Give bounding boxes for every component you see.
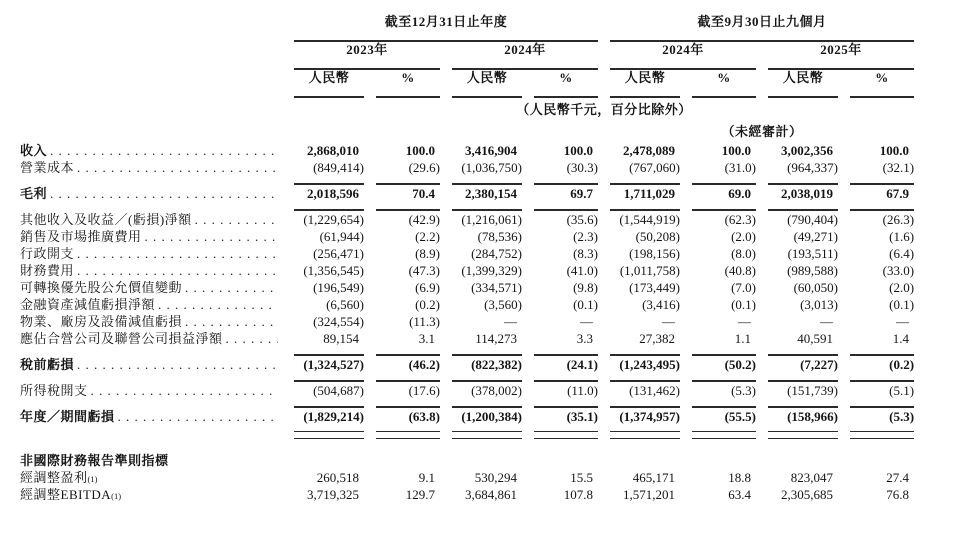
- value-percent: (32.1): [882, 160, 915, 175]
- table-row: [20, 469, 914, 486]
- value-percent: (6.9): [415, 280, 440, 295]
- value-percent: (0.1): [573, 297, 599, 312]
- double-rule: [768, 431, 838, 439]
- value-rmb: 3,719,325: [307, 487, 359, 502]
- row-label-text: 收入: [20, 143, 48, 158]
- double-rule: [534, 431, 598, 439]
- value-rmb: 2,380,154: [465, 186, 517, 201]
- table-row: [20, 382, 914, 399]
- row-label: 經調整EBITDA (1): [20, 487, 122, 502]
- value-rmb: (1,324,527): [303, 357, 364, 372]
- rule-row: [20, 347, 914, 356]
- value-rmb: (1,216,061): [461, 212, 522, 227]
- row-label-text: 所得稅開支: [20, 383, 88, 398]
- rule-row: [20, 373, 914, 382]
- value-rmb: (131,462): [629, 383, 681, 398]
- value-percent: (8.9): [415, 246, 440, 261]
- table-row: [20, 228, 914, 245]
- value-rmb: 3,416,904: [465, 143, 517, 158]
- value-rmb: (1,036,750): [461, 160, 522, 175]
- table-row: [20, 279, 914, 296]
- value-percent: (7.0): [731, 280, 757, 295]
- value-percent: (0.2): [415, 297, 440, 312]
- row-label: [20, 356, 282, 373]
- value-rmb: [598, 439, 680, 469]
- value-percent: —: [580, 314, 594, 329]
- double-rule: [610, 431, 680, 439]
- unaudited-note: （未經審計）: [721, 124, 803, 139]
- value-percent: (55.5): [724, 409, 757, 424]
- value-percent: (9.8): [573, 280, 599, 295]
- dot-leader: [77, 263, 278, 278]
- row-label: [20, 330, 282, 347]
- value-percent: (2.2): [415, 229, 440, 244]
- value-rmb: (198,156): [629, 246, 681, 261]
- year-header-2025-9m: 2025年: [820, 42, 862, 57]
- table-row: [20, 330, 914, 347]
- table-row: [20, 262, 914, 279]
- row-label-text: 銷售及市場推廣費用: [20, 229, 142, 244]
- value-percent: (0.1): [731, 297, 757, 312]
- value-rmb: —: [820, 314, 834, 329]
- row-label-text: 經調整EBITDA: [20, 487, 112, 502]
- value-rmb: (767,060): [629, 160, 681, 175]
- financial-summary-table: [20, 14, 914, 503]
- value-rmb: (849,414): [313, 160, 364, 175]
- rmb-header: 人民幣: [308, 70, 350, 85]
- value-percent: (62.3): [724, 212, 757, 227]
- rmb-header: 人民幣: [624, 70, 666, 85]
- value-rmb: (151,739): [787, 383, 839, 398]
- row-label: [20, 142, 282, 159]
- value-percent: 3.1: [418, 331, 435, 346]
- rmb-header: 人民幣: [466, 70, 508, 85]
- row-label: [20, 439, 282, 469]
- table-row: [20, 486, 914, 503]
- value-rmb: 3,684,861: [465, 487, 517, 502]
- value-percent: [522, 439, 598, 469]
- dot-leader: [195, 212, 278, 227]
- value-percent: 100.0: [563, 143, 594, 158]
- table-row: [20, 185, 914, 202]
- value-rmb: 40,591: [797, 331, 834, 346]
- value-percent: (5.3): [731, 383, 757, 398]
- value-percent: [364, 439, 440, 469]
- year-header-row: [20, 42, 914, 62]
- row-label-text: 財務費用: [20, 263, 75, 278]
- value-percent: (2.3): [573, 229, 599, 244]
- rule-row: [20, 202, 914, 211]
- percent-header: %: [875, 70, 889, 85]
- value-percent: (40.8): [724, 263, 757, 278]
- table-row: [20, 245, 914, 262]
- value-rmb: (504,687): [313, 383, 364, 398]
- value-percent: (17.6): [408, 383, 440, 398]
- table-row: [20, 296, 914, 313]
- value-percent: (42.9): [408, 212, 440, 227]
- table-body: [20, 142, 914, 503]
- value-rmb: (378,002): [471, 383, 522, 398]
- row-label: 經調整盈利 (1): [20, 470, 98, 485]
- percent-header: %: [401, 70, 415, 85]
- currency-header-row: [20, 70, 914, 90]
- rmb-header: 人民幣: [782, 70, 824, 85]
- value-percent: 69.0: [728, 186, 752, 201]
- value-rmb: (193,511): [787, 246, 839, 261]
- row-label-text: 年度／期間虧損: [20, 409, 115, 424]
- value-percent: 107.8: [563, 487, 594, 502]
- double-rule: [692, 431, 756, 439]
- unit-note-row: [20, 98, 914, 120]
- value-percent: (63.8): [408, 409, 440, 424]
- row-label-text: 應佔合營公司及聯營公司損益淨額: [20, 331, 223, 346]
- value-rmb: (822,382): [471, 357, 522, 372]
- period-header-row: [20, 14, 914, 34]
- value-percent: (29.6): [408, 160, 440, 175]
- value-percent: (35.1): [566, 409, 599, 424]
- value-rmb: (324,554): [313, 314, 364, 329]
- value-rmb: (1,229,654): [303, 212, 364, 227]
- value-rmb: (49,271): [793, 229, 839, 244]
- row-label: [20, 262, 282, 279]
- table-row: [20, 142, 914, 159]
- value-percent: 70.4: [412, 186, 435, 201]
- value-rmb: (60,050): [793, 280, 839, 295]
- rule-row: [20, 425, 914, 439]
- value-rmb: 260,518: [316, 470, 359, 485]
- table-row: [20, 408, 914, 425]
- value-rmb: (1,829,214): [303, 409, 364, 424]
- year-header-2024-9m: 2024年: [662, 42, 704, 57]
- value-percent: 100.0: [405, 143, 435, 158]
- period-header-nine-months: 截至9月30日止九個月: [697, 14, 827, 29]
- period-rule-row: [20, 34, 914, 42]
- value-rmb: —: [662, 314, 676, 329]
- table-row: [20, 159, 914, 176]
- column-rule-row: [20, 90, 914, 98]
- row-label-text: 可轉換優先股公允價值變動: [20, 280, 183, 295]
- value-rmb: (1,399,329): [461, 263, 522, 278]
- double-rule: [376, 431, 440, 439]
- value-rmb: (334,571): [471, 280, 522, 295]
- value-rmb: (6,560): [326, 297, 364, 312]
- value-rmb: 2,868,010: [307, 143, 359, 158]
- value-percent: (0.2): [889, 357, 915, 372]
- value-rmb: (196,549): [313, 280, 364, 295]
- percent-header: %: [717, 70, 731, 85]
- dot-leader: [50, 186, 278, 201]
- value-rmb: (284,752): [471, 246, 522, 261]
- value-rmb: (3,013): [800, 297, 839, 312]
- value-rmb: (256,471): [313, 246, 364, 261]
- value-percent: —: [896, 314, 910, 329]
- double-rule: [294, 431, 364, 439]
- value-percent: (2.0): [889, 280, 915, 295]
- value-percent: [680, 439, 756, 469]
- dot-leader: [145, 229, 278, 244]
- row-label-text: 其他收入及收益／(虧損)淨額: [20, 212, 192, 227]
- row-label-text: 金融資產減值虧損淨額: [20, 297, 156, 312]
- unaudited-note-row: [20, 120, 914, 142]
- dot-leader: [50, 143, 278, 158]
- value-rmb: [440, 439, 522, 469]
- rule-row: [20, 399, 914, 408]
- value-percent: (46.2): [408, 357, 440, 372]
- value-percent: (41.0): [566, 263, 599, 278]
- value-percent: (5.3): [889, 409, 915, 424]
- value-percent: 100.0: [879, 143, 910, 158]
- value-rmb: (158,966): [787, 409, 839, 424]
- row-label-text: 行政開支: [20, 246, 75, 261]
- value-rmb: [282, 439, 364, 469]
- value-rmb: (1,544,919): [619, 212, 681, 227]
- dot-leader: [226, 331, 278, 346]
- row-label: [20, 279, 282, 296]
- value-rmb: (78,536): [477, 229, 522, 244]
- year-header-2023: 2023年: [346, 42, 388, 57]
- table-row: [20, 439, 914, 469]
- value-rmb: (790,404): [787, 212, 839, 227]
- value-rmb: 114,273: [475, 331, 517, 346]
- value-percent: 1.1: [734, 331, 752, 346]
- double-rule: [452, 431, 522, 439]
- row-label-text: 物業、廠房及設備減值虧損: [20, 314, 183, 329]
- value-percent: (47.3): [408, 263, 440, 278]
- row-label-text: 稅前虧損: [20, 357, 75, 372]
- value-rmb: (61,944): [319, 229, 364, 244]
- value-percent: —: [738, 314, 752, 329]
- value-rmb: 3,002,356: [781, 143, 834, 158]
- value-percent: (50.2): [724, 357, 757, 372]
- value-percent: (5.1): [889, 383, 915, 398]
- value-rmb: (964,337): [787, 160, 839, 175]
- row-label: [20, 228, 282, 245]
- row-label-text: 非國際財務報告準則指標: [20, 453, 169, 468]
- dot-leader: [185, 314, 278, 329]
- table-row: [20, 313, 914, 330]
- value-rmb: 823,047: [790, 470, 834, 485]
- value-rmb: 465,171: [632, 470, 676, 485]
- unit-note: （人民幣千元，百分比除外）: [516, 102, 692, 117]
- value-percent: (35.6): [566, 212, 599, 227]
- percent-header: %: [559, 70, 573, 85]
- row-label: [20, 296, 282, 313]
- value-rmb: (3,416): [642, 297, 681, 312]
- value-percent: (31.0): [724, 160, 757, 175]
- value-percent: (30.3): [566, 160, 599, 175]
- year-header-2024: 2024年: [504, 42, 546, 57]
- row-label-text: 毛利: [20, 186, 48, 201]
- value-rmb: 2,038,019: [781, 186, 834, 201]
- value-percent: 3.3: [576, 331, 594, 346]
- value-rmb: 2,305,685: [781, 487, 834, 502]
- value-percent: (24.1): [566, 357, 599, 372]
- value-percent: 100.0: [721, 143, 752, 158]
- value-rmb: 2,478,089: [623, 143, 676, 158]
- value-percent: 63.4: [728, 487, 752, 502]
- year-rule-row: [20, 62, 914, 70]
- table-row: [20, 211, 914, 228]
- value-rmb: (1,243,495): [619, 357, 681, 372]
- row-label: [20, 382, 282, 399]
- value-percent: 76.8: [886, 487, 910, 502]
- value-rmb: (1,374,957): [619, 409, 681, 424]
- value-percent: (33.0): [882, 263, 915, 278]
- value-percent: (26.3): [882, 212, 915, 227]
- period-header-annual: 截至12月31日止年度: [384, 14, 508, 29]
- value-rmb: (1,011,758): [619, 263, 681, 278]
- value-rmb: (1,200,384): [461, 409, 522, 424]
- value-rmb: —: [504, 314, 517, 329]
- dot-leader: [77, 357, 278, 372]
- value-rmb: 1,571,201: [623, 487, 676, 502]
- double-rule: [850, 431, 914, 439]
- value-rmb: (173,449): [629, 280, 681, 295]
- value-percent: 9.1: [418, 470, 435, 485]
- value-percent: (8.0): [731, 246, 757, 261]
- value-percent: 27.4: [886, 470, 910, 485]
- dot-leader: [77, 246, 278, 261]
- value-percent: 15.5: [570, 470, 594, 485]
- row-label: [20, 211, 282, 228]
- value-rmb: (989,588): [787, 263, 839, 278]
- value-rmb: (7,227): [800, 357, 839, 372]
- value-percent: [838, 439, 914, 469]
- value-rmb: [756, 439, 838, 469]
- value-percent: (2.0): [731, 229, 757, 244]
- value-percent: 129.7: [405, 487, 435, 502]
- table-row: [20, 356, 914, 373]
- value-rmb: 530,294: [474, 470, 517, 485]
- value-rmb: (3,560): [484, 297, 522, 312]
- value-rmb: (1,356,545): [303, 263, 364, 278]
- value-percent: 18.8: [728, 470, 752, 485]
- value-rmb: 89,154: [323, 331, 359, 346]
- dot-leader: [77, 160, 278, 175]
- dot-leader: [91, 383, 278, 398]
- dot-leader: [185, 280, 278, 295]
- dot-leader: [158, 297, 278, 312]
- value-rmb: (50,208): [635, 229, 681, 244]
- value-percent: (6.4): [889, 246, 915, 261]
- dot-leader: [118, 409, 278, 424]
- value-rmb: 27,382: [639, 331, 676, 346]
- value-percent: (0.1): [889, 297, 915, 312]
- row-label: [20, 185, 282, 202]
- rule-row: [20, 176, 914, 185]
- value-percent: (8.3): [573, 246, 599, 261]
- row-label: [20, 245, 282, 262]
- row-label-text: 營業成本: [20, 160, 75, 175]
- row-label: [20, 159, 282, 176]
- row-label: [20, 313, 282, 330]
- value-percent: 69.7: [570, 186, 594, 201]
- value-percent: 67.9: [886, 186, 910, 201]
- value-rmb: 2,018,596: [307, 186, 359, 201]
- value-rmb: 1,711,029: [623, 186, 676, 201]
- value-percent: (11.3): [409, 314, 440, 329]
- value-percent: (11.0): [567, 383, 599, 398]
- value-percent: 1.4: [892, 331, 910, 346]
- row-label: [20, 408, 282, 425]
- value-percent: (1.6): [889, 229, 915, 244]
- row-label-text: 經調整盈利: [20, 470, 88, 485]
